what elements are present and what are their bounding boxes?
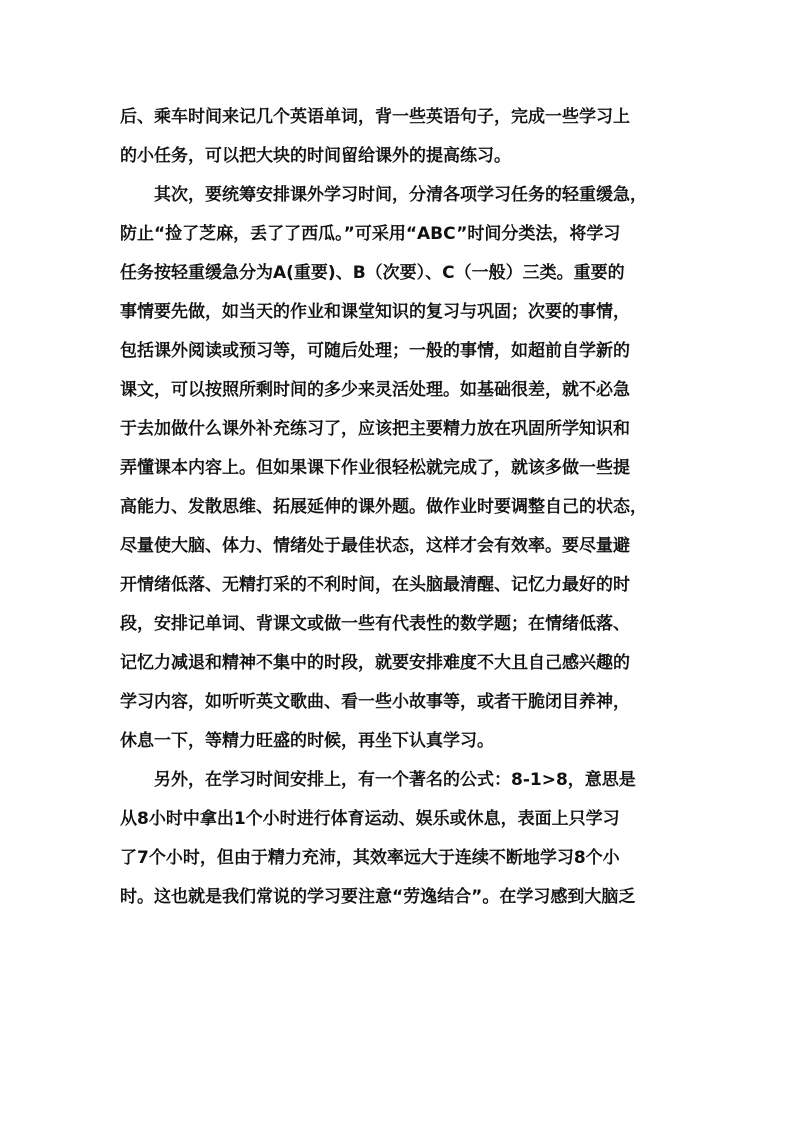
- body-text: [120, 98, 676, 917]
- text-line: 休息一下，等精力旺盛的时候，再坐下认真学习。: [120, 731, 494, 751]
- text-line: 学习内容，如听听英文歌曲、看一些小故事等，或者干脆闭目养神，: [120, 692, 630, 712]
- paragraph-start-line: 其次，要统筹安排课外学习时间，分清各项学习任务的轻重缓急，: [154, 185, 647, 205]
- text-line: 时。这也就是我们常说的学习要注意“劳逸结合”。在学习感到大脑乏: [120, 887, 636, 907]
- text-line: 任务按轻重缓急分为A(重要)、B（次要）、C（一般）三类。重要的: [120, 263, 625, 283]
- text-line: 了7个小时，但由于精力充沛，其效率远大于连续不断地学习8个小: [120, 848, 620, 868]
- text-line: 防止“捡了芝麻，丢了了西瓜。”可采用“ABC”时间分类法，将学习: [120, 224, 621, 244]
- text-line: 高能力、发散思维、拓展延伸的课外题。做作业时要调整自己的状态，: [120, 497, 647, 517]
- text-line: 记忆力减退和精神不集中的时段，就要安排难度不大且自己感兴趣的: [120, 653, 630, 673]
- text-line: 于去加做什么课外补充练习了，应该把主要精力放在巩固所学知识和: [120, 419, 630, 439]
- text-line: 事情要先做，如当天的作业和课堂知识的复习与巩固；次要的事情，: [120, 302, 630, 322]
- text-line: 包括课外阅读或预习等，可随后处理；一般的事情，如超前自学新的: [120, 341, 630, 361]
- text-line: 开情绪低落、无精打采的不利时间，在头脑最清醒、记忆力最好的时: [120, 575, 630, 595]
- text-line: 从8小时中拿出1个小时进行体育运动、娱乐或休息，表面上只学习: [120, 809, 620, 829]
- text-line: 尽量使大脑、体力、情绪处于最佳状态，这样才会有效率。要尽量避: [120, 536, 630, 556]
- text-line: 后、乘车时间来记几个英语单词，背一些英语句子，完成一些学习上: [120, 107, 630, 127]
- text-line: 段，安排记单词、背课文或做一些有代表性的数学题；在情绪低落、: [120, 614, 630, 634]
- paragraph-start-line: 另外，在学习时间安排上，有一个著名的公式：8-1>8，意思是: [154, 770, 636, 790]
- text-line: 弄懂课本内容上。但如果课下作业很轻松就完成了，就该多做一些提: [120, 458, 630, 478]
- text-line: 课文，可以按照所剩时间的多少来灵活处理。如基础很差，就不必急: [120, 380, 630, 400]
- text-line: 的小任务，可以把大块的时间留给课外的提高练习。: [120, 146, 511, 166]
